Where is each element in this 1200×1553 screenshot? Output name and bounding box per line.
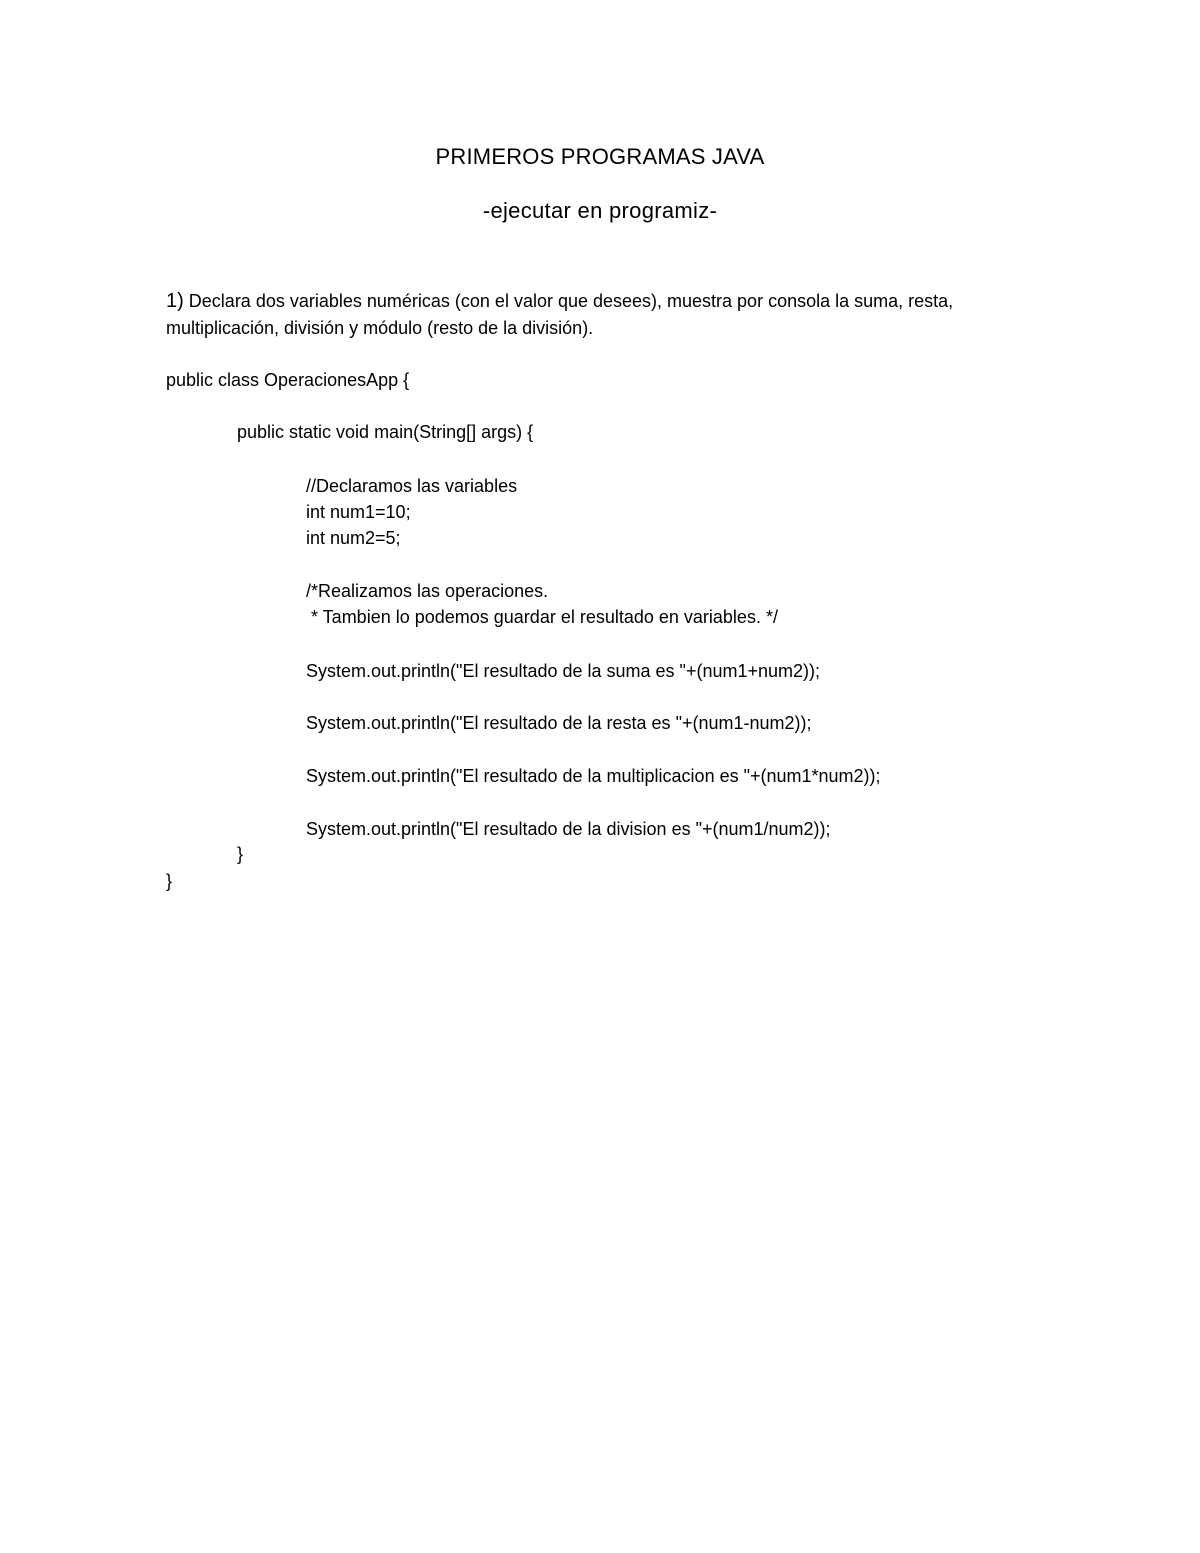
exercise-statement: [166, 288, 1036, 342]
code-print-resta: System.out.println("El resultado de la resta es "+(num1-num2));: [306, 713, 812, 733]
document-subtitle: -ejecutar en programiz-: [482, 198, 718, 223]
code-comment-ops-1: /*Realizamos las operaciones.: [306, 581, 549, 601]
code-class-open: public class OperacionesApp {: [166, 370, 410, 390]
code-decl-num1: int num1=10;: [306, 502, 411, 522]
code-print-suma: System.out.println("El resultado de la suma es "+(num1+num2));: [306, 661, 821, 681]
code-print-div: System.out.println("El resultado de la division es "+(num1/num2));: [306, 819, 831, 839]
code-decl-num2: int num2=5;: [306, 528, 401, 548]
code-class-close: }: [166, 871, 173, 891]
code-main-close: }: [237, 844, 244, 864]
exercise-number: 1): [166, 290, 184, 312]
exercise-text: Declara dos variables numéricas (con el valor que desees), muestra por consola la suma, resta, multiplicación, división y módulo (resto de la división).: [166, 291, 954, 338]
code-main-open: public static void main(String[] args) {: [237, 422, 534, 442]
document-title: PRIMEROS PROGRAMAS JAVA: [435, 144, 765, 169]
code-comment-ops-2: * Tambien lo podemos guardar el resultado en variables. */: [306, 607, 778, 627]
code-print-mult: System.out.println("El resultado de la multiplicacion es "+(num1*num2));: [306, 766, 881, 786]
code-comment-declare: //Declaramos las variables: [306, 476, 518, 496]
